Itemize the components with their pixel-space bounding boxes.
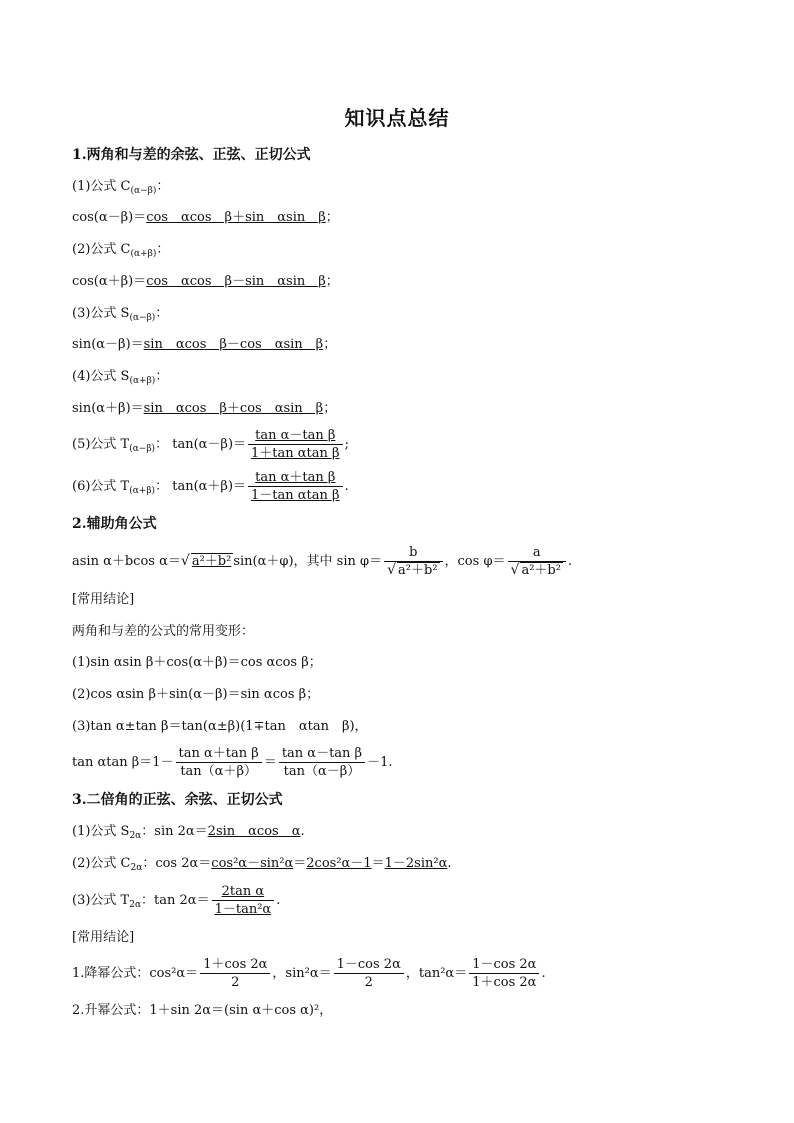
denominator: 2 <box>231 975 240 990</box>
label-subscript: (α−β) <box>129 313 156 323</box>
formula-lhs: sin(α＋β)＝ <box>72 401 144 416</box>
formula-t-minus <box>72 427 349 467</box>
formula-lhs: tan(α＋β)＝ <box>172 479 247 494</box>
punct: ； <box>325 210 339 225</box>
formula-c-minus-label <box>72 178 169 200</box>
formula-answer-b: 2cos²α－1 <box>306 856 372 871</box>
fraction <box>279 745 365 780</box>
fraction <box>248 469 343 504</box>
colon: ： <box>141 893 155 908</box>
numerator: tan α－tan β <box>248 427 343 445</box>
colon: ： <box>142 856 156 871</box>
formula-t-plus <box>72 469 349 509</box>
fraction <box>334 956 404 991</box>
common-conclusion-tag: [常用结论] <box>72 592 135 607</box>
formula-c-minus <box>72 209 339 227</box>
formula-lhs: cos(α＋β)＝ <box>72 274 147 289</box>
common-conclusion-intro: 两角和与差的公式的常用变形： <box>72 624 255 639</box>
denominator: 1－tan αtan β <box>251 488 340 503</box>
formula-answer: 2sin αcos α <box>207 824 301 839</box>
label-text: (1)公式 C <box>72 179 131 194</box>
fraction <box>176 745 262 780</box>
formula-lhs: sin(α－β)＝ <box>72 337 144 352</box>
punct: ； <box>323 337 337 352</box>
label-subscript: (α+β) <box>130 249 157 259</box>
formula-lhs: 1.降幂公式：cos²α＝ <box>72 966 199 981</box>
formula-lhs: ，tan²α＝ <box>405 966 468 981</box>
colon: ： <box>155 369 169 384</box>
punct: ; <box>344 437 349 452</box>
punct: . <box>300 824 305 839</box>
formula-s-minus <box>72 336 336 354</box>
section-2-heading: 2.辅助角公式 <box>72 516 157 532</box>
label-subscript: (α−β) <box>130 186 157 196</box>
colon: ： <box>156 242 170 257</box>
punct: ； <box>323 401 337 416</box>
label-text: (2)公式 C <box>72 856 131 871</box>
label-subscript: 2α <box>129 831 142 841</box>
identity-4 <box>72 743 392 783</box>
formula-lhs: ，sin²α＝ <box>272 966 332 981</box>
sqrt-icon: √ <box>510 562 520 578</box>
page-title: 知识点总结 <box>344 106 450 130</box>
numerator: 1－cos 2α <box>334 956 404 974</box>
label-subscript: (α+β) <box>129 486 156 496</box>
fraction <box>469 956 539 991</box>
formula-lhs: cos(α－β)＝ <box>72 210 147 225</box>
label-text: (6)公式 T <box>72 479 130 494</box>
fraction <box>248 427 343 462</box>
formula-c-plus <box>72 273 339 291</box>
colon: ： <box>155 479 169 494</box>
denominator: 1＋cos 2α <box>472 975 537 990</box>
punct: . <box>447 856 452 871</box>
formula-answer: sin αcos β－cos αsin β <box>143 337 324 352</box>
punct: ； <box>325 274 339 289</box>
section-3-heading: 3.二倍角的正弦、余弦、正切公式 <box>72 792 283 808</box>
colon: ： <box>155 437 169 452</box>
formula-answer: cos αcos β－sin αsin β <box>146 274 326 289</box>
identity-3: (3)tan α±tan β＝tan(α±β)(1∓tan αtan β)， <box>72 719 368 734</box>
label-text: (2)公式 C <box>72 242 131 257</box>
denominator: tan（α＋β） <box>180 764 257 779</box>
sqrt-radicand: a²＋b² <box>191 554 232 569</box>
fraction <box>200 956 270 991</box>
denominator: a²＋b² <box>398 563 438 578</box>
label-subscript: (α+β) <box>129 376 156 386</box>
punct: . <box>567 554 573 569</box>
label-subscript: 2α <box>130 863 143 873</box>
identity-1: (1)sin αsin β＋cos(α＋β)＝cos αcos β； <box>72 655 322 670</box>
formula-s-minus-label <box>72 305 168 327</box>
formula-answer: cos αcos β＋sin αsin β <box>146 210 326 225</box>
numerator: b <box>384 544 442 562</box>
colon: ： <box>156 179 170 194</box>
denominator: tan（α－β） <box>283 764 361 779</box>
numerator: 2tan α <box>212 883 275 901</box>
fraction <box>212 883 275 918</box>
label-text: (3)公式 S <box>72 306 130 321</box>
colon: ： <box>141 824 155 839</box>
formula-lhs: tan αtan β＝1－ <box>72 755 174 770</box>
label-text: (5)公式 T <box>72 437 130 452</box>
identity-2: (2)cos αsin β＋sin(α－β)＝sin αcos β； <box>72 687 320 702</box>
denominator: 1＋tan αtan β <box>251 446 340 461</box>
formula-c-plus-label <box>72 241 169 263</box>
formula-lhs: sin 2α＝ <box>154 824 208 839</box>
formula-answer-a: cos²α－sin²α <box>211 856 294 871</box>
formula-lhs: cos 2α＝ <box>155 856 212 871</box>
label-subscript: 2α <box>129 900 142 910</box>
denominator: a²＋b² <box>521 563 561 578</box>
denominator: 2 <box>364 975 373 990</box>
punct: . <box>344 479 349 494</box>
sqrt-icon: √ <box>387 562 397 578</box>
label-subscript: (α−β) <box>129 444 156 454</box>
formula-s2 <box>72 823 305 845</box>
formula-answer: sin αcos β＋cos αsin β <box>143 401 324 416</box>
formula-t2 <box>72 881 280 925</box>
numerator: 1＋cos 2α <box>200 956 270 974</box>
numerator: 1－cos 2α <box>469 956 539 974</box>
section-1-heading: 1.两角和与差的余弦、正弦、正切公式 <box>72 147 311 163</box>
formula-c2 <box>72 855 451 877</box>
equals: ＝ <box>293 856 307 871</box>
formula-lhs: asin α＋bcos α＝ <box>72 554 181 569</box>
numerator: tan α－tan β <box>279 745 365 763</box>
fraction-cos <box>508 544 566 579</box>
formula-end: －1. <box>367 755 393 770</box>
sqrt-icon: √ <box>180 553 190 569</box>
punct: . <box>276 893 281 908</box>
formula-lhs: tan(α－β)＝ <box>172 437 247 452</box>
formula-auxiliary-angle <box>72 541 572 582</box>
label-text: (4)公式 S <box>72 369 130 384</box>
equals: ＝ <box>371 856 385 871</box>
numerator: tan α＋tan β <box>248 469 343 487</box>
label-text: (3)公式 T <box>72 893 130 908</box>
formula-rest: sin(α＋φ)，其中 sin φ＝ <box>233 554 383 569</box>
label-text: (1)公式 S <box>72 824 130 839</box>
formula-mid: ，cos φ＝ <box>444 554 506 569</box>
denominator: 1－tan²α <box>214 902 272 917</box>
punct: . <box>541 966 546 981</box>
formula-answer-c: 1－2sin²α <box>384 856 448 871</box>
numerator: tan α＋tan β <box>176 745 262 763</box>
power-raising-formula: 2.升幂公式：1＋sin 2α＝(sin α＋cos α)²， <box>72 1003 333 1018</box>
equals: ＝ <box>263 755 277 770</box>
common-conclusion-tag-2: [常用结论] <box>72 930 135 945</box>
formula-lhs: tan 2α＝ <box>154 893 210 908</box>
numerator: a <box>508 544 566 562</box>
formula-s-plus-label <box>72 368 168 390</box>
formula-s-plus <box>72 400 336 418</box>
fraction-sin <box>384 544 442 579</box>
colon: ： <box>155 306 169 321</box>
power-reduction-formula <box>72 954 546 994</box>
